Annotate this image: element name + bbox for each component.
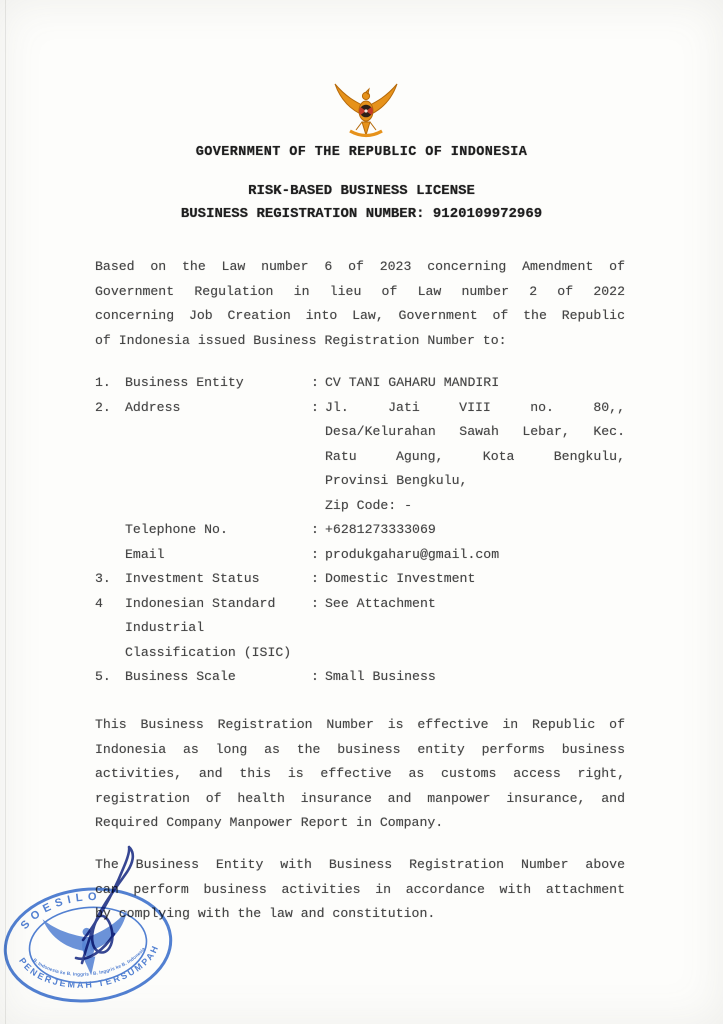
paragraph-line: Required Company Manpower Report in Company.: [95, 815, 444, 830]
handwritten-signature: [70, 834, 142, 976]
field-value: produkgaharu@gmail.com: [325, 546, 500, 562]
paragraph-line: activities, and this is effective as customs access right,: [95, 766, 625, 781]
intro-paragraph: [95, 255, 625, 353]
field-value: See Attachment: [325, 595, 436, 611]
government-title: GOVERNMENT OF THE REPUBLIC OF INDONESIA: [195, 145, 528, 160]
field-separator: :: [311, 669, 319, 684]
field-number: 4: [95, 595, 103, 611]
paragraph-line: can perform business activities in accordance with attachment: [95, 881, 625, 897]
field-label: Business Entity: [125, 375, 244, 390]
closing-paragraph: [95, 853, 625, 927]
field-label: Business Scale: [125, 669, 236, 684]
registration-number-value: 9120109972969: [432, 206, 543, 222]
label-line: Indonesian Standard: [125, 595, 276, 611]
field-value: Domestic Investment: [325, 571, 476, 586]
paragraph-line: Based on the Law number 6 of 2023 concerning Amendment of: [95, 259, 625, 274]
field-value-address: [325, 396, 625, 519]
paragraph-line: registration of health insurance and manpower insurance, and: [95, 790, 625, 806]
field-separator: :: [311, 546, 319, 562]
license-type-title: RISK-BASED BUSINESS LICENSE: [248, 183, 475, 199]
field-value: CV TANI GAHARU MANDIRI: [325, 375, 500, 390]
label-line: Classification (ISIC): [125, 644, 292, 660]
stamp-name-text: SOESILO: [18, 891, 102, 932]
address-line: Ratu Agung, Kota Bengkulu,: [325, 448, 625, 464]
effectiveness-paragraph: [95, 713, 625, 836]
address-line: Jl. Jati VIII no. 80,,: [325, 399, 625, 415]
field-number: 2.: [95, 399, 111, 415]
paragraph-line: The Business Entity with Business Registration Number above: [95, 857, 625, 872]
garuda-pancasila-emblem: [329, 80, 403, 142]
paragraph-line: This Business Registration Number is effective in Republic of: [95, 717, 625, 732]
field-label-isic: [125, 592, 311, 666]
registration-number-label: BUSINESS REGISTRATION NUMBER:: [180, 206, 425, 222]
field-label: Address: [125, 399, 181, 415]
field-value: +6281273333069: [325, 522, 436, 537]
label-line: Industrial: [125, 620, 205, 635]
paragraph-line: of Indonesia issued Business Registration Number to:: [95, 332, 507, 348]
stamp-scope-text: B. Indonesia ke B. Inggris - B. Inggris ke B. Indonesia: [32, 946, 146, 977]
paragraph-line: Government Regulation in lieu of Law number 2 of 2022: [95, 283, 625, 299]
address-line: Zip Code: -: [325, 497, 413, 513]
address-line: Provinsi Bengkulu,: [325, 473, 468, 488]
registration-fields-list: [95, 371, 625, 690]
field-separator: :: [311, 375, 319, 390]
field-value: Small Business: [325, 669, 436, 684]
address-line: Desa/Kelurahan Sawah Lebar, Kec.: [325, 424, 625, 439]
field-number: 5.: [95, 669, 111, 684]
paragraph-line: Indonesia as long as the business entity performs business: [95, 741, 625, 757]
registration-number-line: [0, 206, 723, 222]
field-separator: :: [311, 399, 319, 415]
paragraph-line: by complying with the law and constitution.: [95, 906, 436, 921]
field-number: 3.: [95, 571, 111, 586]
field-label: Email: [125, 546, 165, 562]
field-number: 1.: [95, 375, 111, 390]
paragraph-line: concerning Job Creation into Law, Government of the Republic: [95, 308, 625, 323]
field-separator: :: [311, 522, 319, 537]
field-label: Telephone No.: [125, 522, 228, 537]
field-label: Investment Status: [125, 571, 260, 586]
field-separator: :: [311, 571, 319, 586]
field-separator: :: [311, 595, 319, 611]
stamp-title-text: PENERJEMAH TERSUMPAH: [17, 942, 161, 990]
